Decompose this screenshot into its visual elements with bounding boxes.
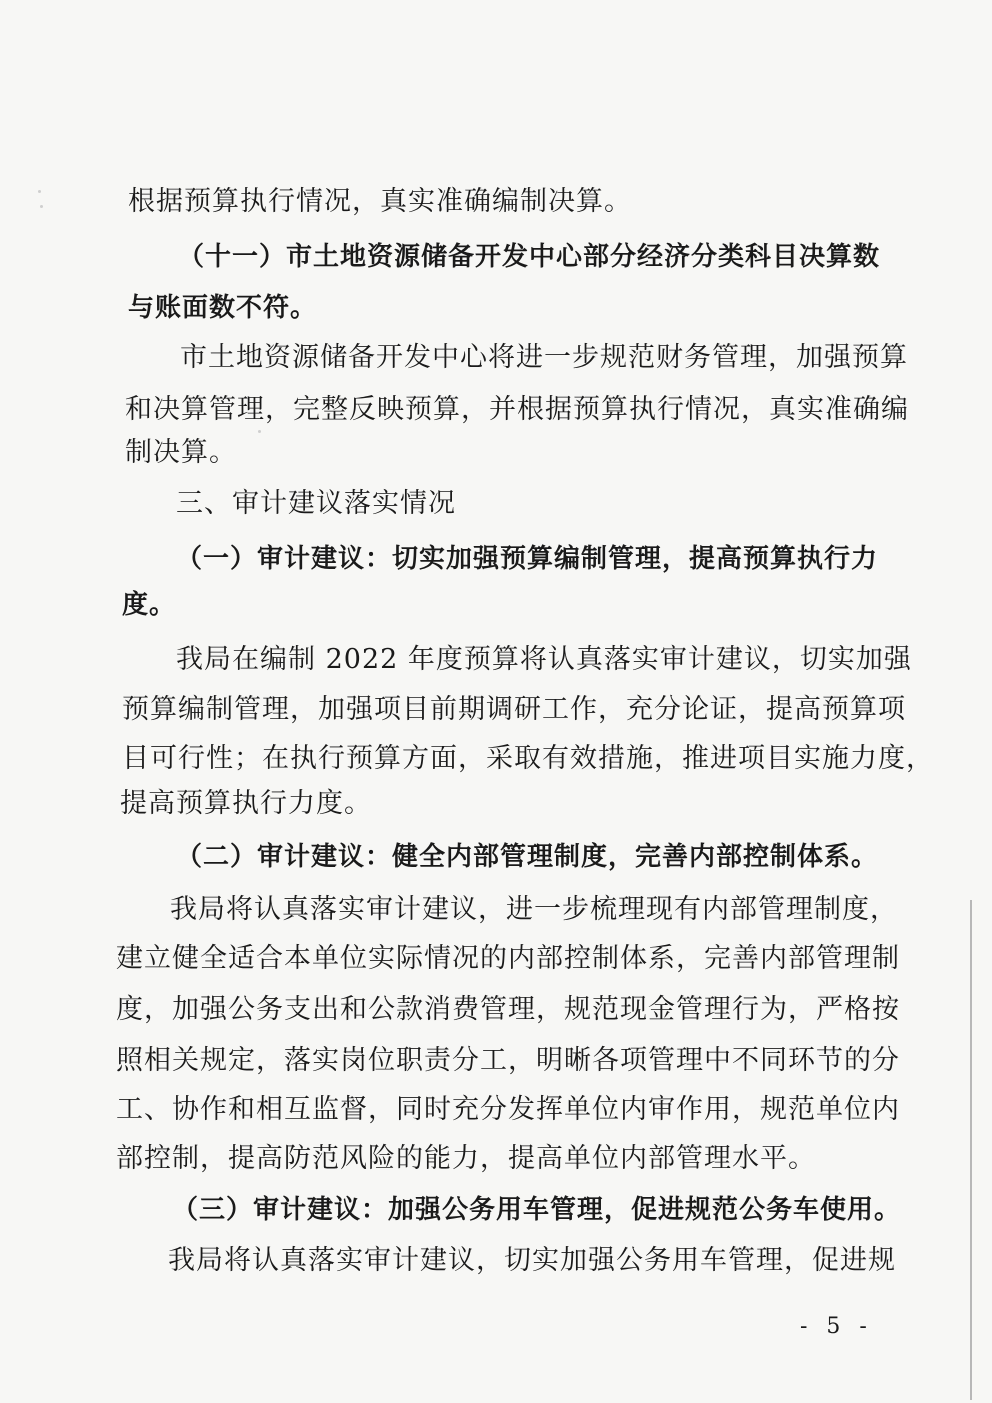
- body-line: 市土地资源储备开发中心将进一步规范财务管理，加强预算: [180, 342, 908, 373]
- body-line: 根据预算执行情况，真实准确编制决算。: [128, 186, 632, 217]
- chapter-heading: 三、审计建议落实情况: [176, 488, 456, 519]
- section-heading-2: （二）审计建议：健全内部管理制度，完善内部控制体系。: [176, 842, 879, 872]
- body-line: 和决算管理，完整反映预算，并根据预算执行情况，真实准确编: [125, 394, 909, 425]
- body-line: 度，加强公务支出和公款消费管理，规范现金管理行为，严格按: [116, 994, 900, 1025]
- body-line: 工、协作和相互监督，同时充分发挥单位内审作用，规范单位内: [116, 1094, 900, 1125]
- scan-speck: [38, 190, 41, 193]
- scan-edge-line: [970, 900, 972, 1400]
- scan-speck: [40, 205, 43, 208]
- section-heading-11: （十一）市土地资源储备开发中心部分经济分类科目决算数: [178, 242, 881, 272]
- section-heading-1: （一）审计建议：切实加强预算编制管理，提高预算执行力: [176, 544, 879, 574]
- body-line: 我局将认真落实审计建议，切实加强公务用车管理，促进规: [168, 1245, 896, 1276]
- section-heading-1-cont: 度。: [122, 590, 177, 620]
- body-line: 制决算。: [125, 437, 237, 468]
- scan-speck: [258, 430, 261, 433]
- body-line: 照相关规定，落实岗位职责分工，明晰各项管理中不同环节的分: [116, 1045, 900, 1076]
- body-line: 提高预算执行力度。: [120, 788, 372, 819]
- section-heading-3: （三）审计建议：加强公务用车管理，促进规范公务车使用。: [172, 1195, 902, 1225]
- body-line: 我局将认真落实审计建议，进一步梳理现有内部管理制度，: [170, 894, 898, 925]
- body-line: 预算编制管理，加强项目前期调研工作，充分论证，提高预算项: [122, 694, 906, 725]
- body-line: 部控制，提高防范风险的能力，提高单位内部管理水平。: [116, 1143, 816, 1174]
- body-line: 我局在编制 2022 年度预算将认真落实审计建议，切实加强: [176, 644, 912, 675]
- section-heading-11-cont: 与账面数不符。: [128, 293, 318, 323]
- body-line: 建立健全适合本单位实际情况的内部控制体系，完善内部管理制: [116, 943, 900, 974]
- page-number: - 5 -: [800, 1314, 873, 1339]
- body-line: 目可行性；在执行预算方面，采取有效措施，推进项目实施力度，: [122, 743, 934, 774]
